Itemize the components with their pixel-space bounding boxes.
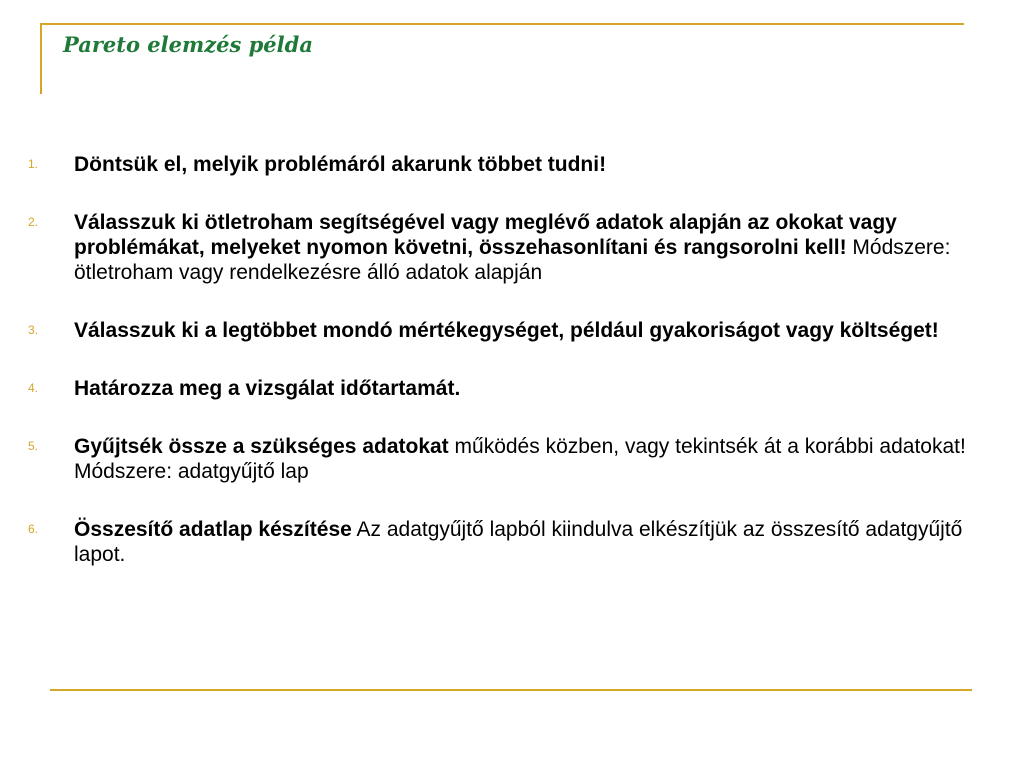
item-text: Az adatgyűjtő lapból kiindulva elkészítjük az összesítő adatgyűjtő lapot. <box>74 518 963 566</box>
left-rule <box>40 23 42 94</box>
item-bold-text: Válasszuk ki ötletroham segítségével vagy meglévő adatok alapján az okokat vagy problémákat, melyeket nyomon követni, összehasonlítani és rangsorolni kell! <box>74 211 897 259</box>
list-item-4 <box>28 376 986 401</box>
list-item-6 <box>28 517 986 567</box>
list-number: 5. <box>28 439 39 453</box>
slide-title: Pareto elemzés példa <box>63 32 313 57</box>
bottom-rule <box>50 689 972 691</box>
item-text: Módszere: ötletroham vagy rendelkezésre álló adatok alapján <box>74 236 951 284</box>
item-bold-text: Gyűjtsék össze a szükséges adatokat <box>74 435 449 458</box>
numbered-list <box>28 152 986 600</box>
list-number: 1. <box>28 157 39 171</box>
top-rule <box>40 23 964 25</box>
item-text: működés közben, vagy tekintsék át a korábbi adatokat! Módszere: adatgyűjtő lap <box>74 435 966 483</box>
item-bold-text: Válasszuk ki a legtöbbet mondó mértékegységet, például gyakoriságot vagy költséget! <box>74 319 939 342</box>
item-bold-text: Határozza meg a vizsgálat időtartamát. <box>74 377 461 400</box>
list-item-5 <box>28 434 986 484</box>
list-number: 3. <box>28 323 39 337</box>
item-bold-text: Összesítő adatlap készítése <box>74 518 352 541</box>
list-item-2 <box>28 210 986 285</box>
list-item-1 <box>28 152 986 177</box>
list-number: 6. <box>28 522 39 536</box>
item-bold-text: Döntsük el, melyik problémáról akarunk többet tudni! <box>74 153 607 176</box>
list-number: 4. <box>28 381 39 395</box>
list-item-3 <box>28 318 986 343</box>
list-number: 2. <box>28 215 39 229</box>
